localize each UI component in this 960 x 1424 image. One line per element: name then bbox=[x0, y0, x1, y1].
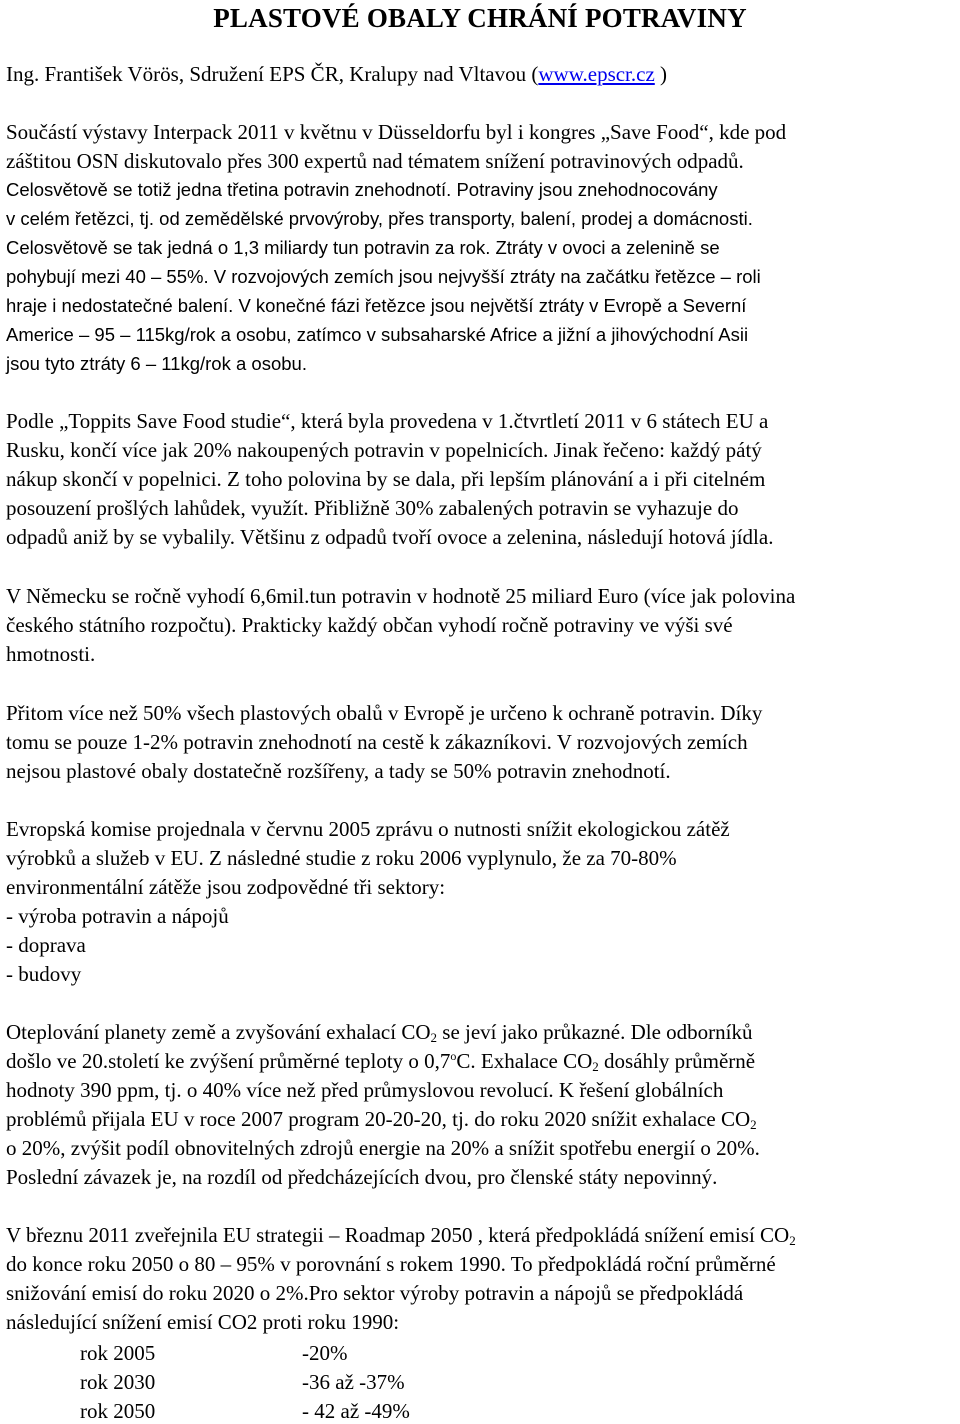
table-cell-value: -20% bbox=[302, 1341, 348, 1365]
paragraph-line: v celém řetězci, tj. od zemědělské prvovýroby, přes transporty, balení, prodej a domácnosti. bbox=[6, 208, 753, 229]
paragraph-line: Celosvětově se totiž jedna třetina potravin znehodnotí. Potraviny jsou znehodnocovány bbox=[6, 179, 718, 200]
table-cell-year: rok 2050 bbox=[80, 1399, 156, 1423]
paragraph-line bbox=[6, 1106, 757, 1132]
paragraph-line: Americe – 95 – 115kg/rok a osobu, zatímco v subsaharské Africe a jižní a jihovýchodní Asii bbox=[6, 324, 749, 345]
paragraph-line: hraje i nedostatečné balení. V konečné fázi řetězce jsou největší ztráty v Evropě a Severní bbox=[6, 295, 747, 316]
paragraph-line: environmentální zátěže jsou zodpovědné tři sektory: bbox=[6, 875, 446, 899]
paragraph-line: následující snížení emisí CO2 proti roku 1990: bbox=[6, 1310, 400, 1334]
paragraph-line: do konce roku 2050 o 80 – 95% v porovnání s rokem 1990. To předpokládá roční průměrné bbox=[6, 1252, 776, 1276]
subscript: 2 bbox=[430, 1030, 438, 1045]
paragraph-line: Podle „Toppits Save Food studie“, která byla provedena v 1.čtvrtletí 2011 v 6 státech EU a bbox=[6, 409, 769, 433]
paragraph-line: Celosvětově se tak jedná o 1,3 miliardy tun potravin za rok. Ztráty v ovoci a zelenině se bbox=[6, 237, 720, 258]
paragraph-line bbox=[6, 1222, 796, 1248]
paragraph-line: o 20%, zvýšit podíl obnovitelných zdrojů energie na 20% a snížit spotřebu energií o 20%. bbox=[6, 1136, 760, 1160]
paragraph-line: Evropská komise projednala v červnu 2005 zprávu o nutnosti snížit ekologickou zátěž bbox=[6, 817, 730, 841]
superscript: o bbox=[450, 1049, 457, 1063]
table-cell-value: -36 až -37% bbox=[302, 1370, 405, 1394]
subscript: 2 bbox=[789, 1233, 796, 1248]
text-run: se jeví jako průkazné. Dle odborníků bbox=[437, 1020, 753, 1044]
paragraph-line: záštitou OSN diskutovalo přes 300 expertů nad tématem snížení potravinových odpadů. bbox=[6, 149, 744, 173]
paragraph-line: českého státního rozpočtu). Prakticky každý občan vyhodí ročně potraviny ve výši své bbox=[6, 613, 733, 637]
document-title: PLASTOVÉ OBALY CHRÁNÍ POTRAVINY bbox=[213, 3, 747, 33]
table-cell-year: rok 2030 bbox=[80, 1370, 156, 1394]
subscript: 2 bbox=[592, 1059, 599, 1074]
paragraph-line: hmotnosti. bbox=[6, 642, 96, 666]
author-line bbox=[6, 61, 667, 87]
paragraph-line: tomu se pouze 1-2% potravin znehodnotí na cestě k zákazníkovi. V rozvojových zemích bbox=[6, 730, 748, 754]
website-link[interactable]: www.epscr.cz bbox=[538, 62, 655, 86]
paragraph-line: nejsou plastové obaly dostatečně rozšířeny, a tady se 50% potravin znehodnotí. bbox=[6, 759, 671, 783]
list-item: - budovy bbox=[6, 962, 82, 986]
author-prefix: Ing. František Vörös, Sdružení EPS ČR, Kralupy nad Vltavou ( bbox=[6, 62, 539, 86]
author-suffix: ) bbox=[654, 62, 668, 86]
text-run: došlo ve 20.století ke zvýšení průměrné teploty o 0,7 bbox=[6, 1049, 451, 1073]
paragraph-line: Rusku, končí více jak 20% nakoupených potravin v popelnicích. Jinak řečeno: každý pátý bbox=[6, 438, 762, 462]
list-item: - výroba potravin a nápojů bbox=[6, 904, 229, 928]
paragraph-line: Poslední závazek je, na rozdíl od předcházejících dvou, pro členské státy nepovinný. bbox=[6, 1165, 718, 1189]
paragraph-line: odpadů aniž by se vybalily. Většinu z odpadů tvoří ovoce a zelenina, následují hotová jídla. bbox=[6, 525, 774, 549]
text-run: problémů přijala EU v roce 2007 program 20-20-20, tj. do roku 2020 snížit exhalace CO bbox=[6, 1107, 751, 1131]
text-run: C. Exhalace CO bbox=[456, 1049, 593, 1073]
list-item: - doprava bbox=[6, 933, 86, 957]
text-run: V březnu 2011 zveřejnila EU strategii – Roadmap 2050 , která předpokládá snížení emisí CO bbox=[6, 1223, 790, 1247]
paragraph-line bbox=[6, 1048, 755, 1074]
paragraph-line: Součástí výstavy Interpack 2011 v květnu v Düsseldorfu byl i kongres „Save Food“, kde pod bbox=[6, 120, 787, 144]
text-run: Oteplování planety země a zvyšování exhalací CO bbox=[6, 1020, 431, 1044]
paragraph-line: nákup skončí v popelnici. Z toho polovina by se dala, při lepším plánování a i při citelném bbox=[6, 467, 766, 491]
paragraph-line bbox=[6, 1019, 753, 1045]
table-cell-value: - 42 až -49% bbox=[302, 1399, 410, 1423]
paragraph-line: pohybují mezi 40 – 55%. V rozvojových zemích jsou nejvyšší ztráty na začátku řetězce – roli bbox=[6, 266, 761, 287]
table-cell-year: rok 2005 bbox=[80, 1341, 156, 1365]
paragraph-line: V Německu se ročně vyhodí 6,6mil.tun potravin v hodnotě 25 miliard Euro (více jak polovina bbox=[6, 584, 796, 608]
paragraph-line: hodnoty 390 ppm, tj. o 40% více než před průmyslovou revolucí. K řešení globálních bbox=[6, 1078, 724, 1102]
paragraph-line: posouzení prošlých lahůdek, využít. Přibližně 30% zabalených potravin se vyhazuje do bbox=[6, 496, 739, 520]
subscript: 2 bbox=[750, 1117, 757, 1132]
paragraph-line: výrobků a služeb v EU. Z následné studie z roku 2006 vyplynulo, že za 70-80% bbox=[6, 846, 677, 870]
paragraph-line: Přitom více než 50% všech plastových obalů v Evropě je určeno k ochraně potravin. Díky bbox=[6, 701, 763, 725]
paragraph-line: snižování emisí do roku 2020 o 2%.Pro sektor výroby potravin a nápojů se předpokládá bbox=[6, 1281, 744, 1305]
text-run: dosáhly průměrně bbox=[598, 1049, 756, 1073]
paragraph-line: jsou tyto ztráty 6 – 11kg/rok a osobu. bbox=[6, 353, 307, 374]
